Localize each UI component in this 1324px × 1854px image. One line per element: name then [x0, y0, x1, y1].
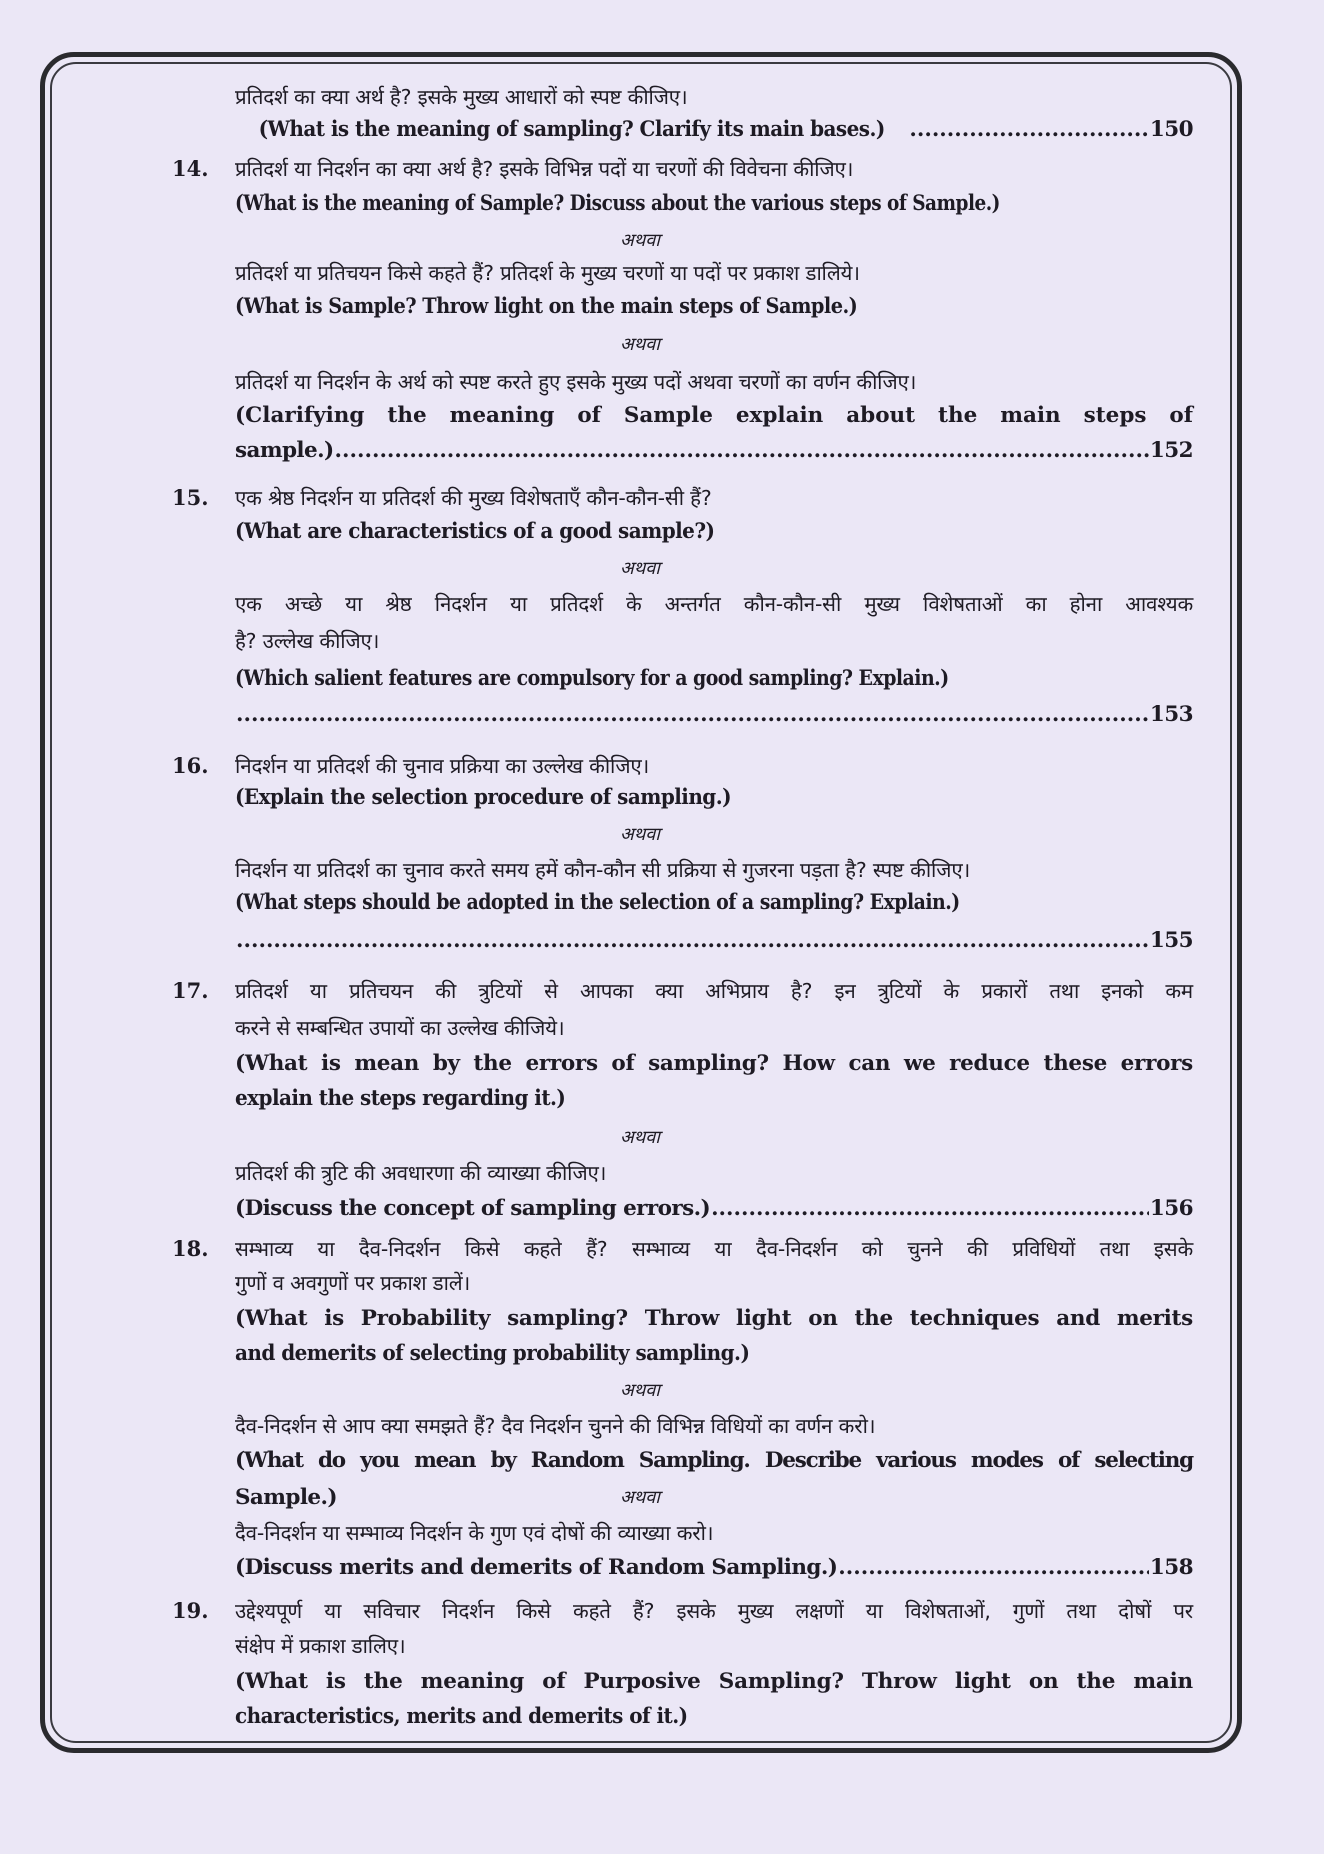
question-number: 18.: [172, 1236, 209, 1261]
page-number: 158: [1149, 1555, 1193, 1580]
question-hindi: सम्भाव्य या दैव-निदर्शन किसे कहते हैं? सम्भाव्य या दैव-निदर्शन को चुनने की प्रविधियों तथा इसके: [235, 1237, 1193, 1261]
question-number: 14.: [172, 156, 209, 181]
question-english: (What is mean by the errors of sampling? How can we reduce these errors: [235, 1051, 1193, 1076]
dot-leader: [909, 113, 1149, 147]
question-english: characteristics, merits and demerits of it.): [235, 1704, 688, 1729]
question-hindi: करने से सम्बन्धित उपायों का उल्लेख कीजिये।: [235, 1016, 565, 1040]
page-number: 153: [1149, 702, 1193, 727]
question-english: (What do you mean by Random Sampling. Describe various modes of selecting: [235, 1448, 1193, 1473]
or-separator: अथवा: [620, 334, 660, 355]
question-hindi: है? उल्लेख कीजिए।: [235, 629, 380, 653]
or-separator: अथवा: [620, 230, 660, 251]
question-english-last-line: [235, 434, 1193, 468]
page-number: 155: [1149, 928, 1193, 953]
question-hindi: प्रतिदर्श की त्रुटि की अवधारणा की व्याख्या कीजिए।: [235, 1161, 607, 1185]
page-number: 156: [1149, 1196, 1193, 1221]
question-english: (What is Sample? Throw light on the main steps of Sample.): [235, 294, 858, 319]
question-hindi: दैव-निदर्शन से आप क्या समझते हैं? दैव निदर्शन चुनने की विभिन्न विधियों का वर्णन करो।: [235, 1414, 876, 1438]
question-number: 16.: [172, 753, 209, 778]
question-hindi: प्रतिदर्श या निदर्शन का क्या अर्थ है? इसके विभिन्न पदों या चरणों की विवेचना कीजिए।: [235, 157, 854, 181]
intro-english-text: (What is the meaning of sampling? Clarify its main bases.): [258, 117, 885, 142]
page-number: 152: [1149, 438, 1193, 463]
question-english: (Clarifying the meaning of Sample explain about the main steps of: [235, 403, 1193, 428]
question-english: (What is the meaning of Sample? Discuss about the various steps of Sample.): [235, 191, 1000, 216]
dot-leader: [236, 924, 1149, 958]
or-separator: अथवा: [620, 1487, 660, 1508]
intro-hindi: प्रतिदर्श का क्या अर्थ है? इसके मुख्य आधारों को स्पष्ट कीजिए।: [235, 85, 688, 109]
question-number: 15.: [172, 485, 209, 510]
question-english-last-line: [235, 1551, 1193, 1585]
or-separator: अथवा: [620, 1127, 660, 1148]
question-number: 19.: [172, 1598, 209, 1623]
question-hindi: एक श्रेष्ठ निदर्शन या प्रतिदर्श की मुख्य विशेषताएँ कौन-कौन-सी हैं?: [235, 486, 712, 510]
question-english-last-line: [235, 1192, 1193, 1226]
question-hindi: संक्षेप में प्रकाश डालिए।: [235, 1634, 406, 1658]
question-english: (What is Probability sampling? Throw light on the techniques and merits: [235, 1306, 1193, 1331]
dot-leader-line: [235, 924, 1193, 958]
dot-leader: [838, 1551, 1149, 1585]
dot-leader-line: [235, 698, 1193, 732]
page-number: 150: [1149, 117, 1193, 142]
question-english: (What are characteristics of a good sample?): [235, 519, 715, 544]
question-english: Sample.): [235, 1485, 337, 1510]
question-hindi: प्रतिदर्श या प्रतिचयन की त्रुटियों से आपका क्या अभिप्राय है? इन त्रुटियों के प्रकारों तथा इनको कम: [235, 979, 1193, 1003]
dot-leader: [236, 698, 1149, 732]
question-hindi: निदर्शन या प्रतिदर्श की चुनाव प्रक्रिया का उल्लेख कीजिए।: [235, 754, 650, 778]
question-hindi: उद्देश्यपूर्ण या सविचार निदर्शन किसे कहते हैं? इसके मुख्य लक्षणों या विशेषताओं, गुणों तथा दोषों पर: [235, 1599, 1193, 1623]
question-english: (Explain the selection procedure of sampling.): [235, 785, 732, 810]
question-hindi: निदर्शन या प्रतिदर्श का चुनाव करते समय हमें कौन-कौन सी प्रक्रिया से गुजरना पड़ता है? स्पष्ट कीजिए।: [235, 858, 971, 882]
question-english-text: (Discuss the concept of sampling errors.): [235, 1196, 711, 1221]
or-separator: अथवा: [620, 1380, 660, 1401]
intro-english: [235, 113, 1193, 147]
dot-leader: [711, 1192, 1149, 1226]
question-english: (What steps should be adopted in the selection of a sampling? Explain.): [235, 890, 960, 915]
question-hindi: एक अच्छे या श्रेष्ठ निदर्शन या प्रतिदर्श के अन्तर्गत कौन-कौन-सी मुख्य विशेषताओं का होना आवश्यक: [235, 592, 1193, 616]
question-english-text: sample.): [235, 438, 334, 463]
question-english: (Which salient features are compulsory for a good sampling? Explain.): [235, 666, 949, 691]
or-separator: अथवा: [620, 824, 660, 845]
or-separator: अथवा: [620, 558, 660, 579]
question-english: and demerits of selecting probability sampling.): [235, 1341, 750, 1366]
question-english-text: (Discuss merits and demerits of Random Sampling.): [235, 1555, 838, 1580]
question-hindi: गुणों व अवगुणों पर प्रकाश डालें।: [235, 1271, 471, 1295]
question-number: 17.: [172, 978, 209, 1003]
question-hindi: प्रतिदर्श या प्रतिचयन किसे कहते हैं? प्रतिदर्श के मुख्य चरणों या पदों पर प्रकाश डालिये।: [235, 261, 860, 285]
question-hindi: प्रतिदर्श या निदर्शन के अर्थ को स्पष्ट करते हुए इसके मुख्य पदों अथवा चरणों का वर्णन कीजिए।: [235, 370, 917, 394]
question-english: explain the steps regarding it.): [235, 1086, 566, 1111]
dot-leader: [335, 434, 1149, 468]
question-hindi: दैव-निदर्शन या सम्भाव्य निदर्शन के गुण एवं दोषों की व्याख्या करो।: [235, 1521, 714, 1545]
question-english: (What is the meaning of Purposive Sampling? Throw light on the main: [235, 1669, 1193, 1694]
